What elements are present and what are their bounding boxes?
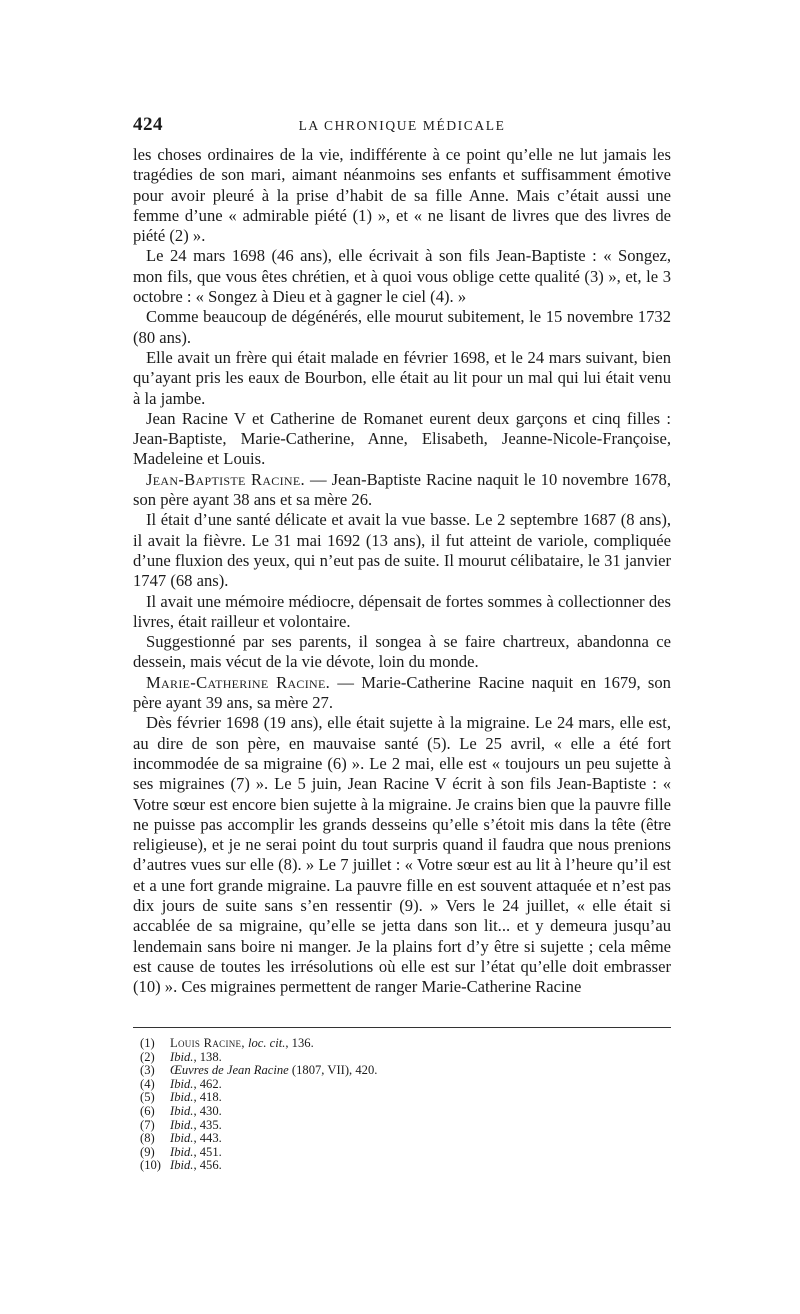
footnote-number: (9) — [140, 1144, 155, 1159]
footnote-title: loc. cit. — [247, 1036, 286, 1050]
footnote-rest: , 443. — [193, 1131, 222, 1146]
footnote-title: Ibid. — [170, 1103, 194, 1118]
footnote — [140, 1064, 640, 1078]
footnote — [140, 1119, 640, 1133]
footnote-title: Ibid. — [170, 1090, 194, 1105]
footnote-rest: , 138. — [193, 1049, 222, 1064]
footnote — [140, 1091, 640, 1105]
footnote-rest: , 418. — [193, 1090, 222, 1105]
footnote-number: (1) — [140, 1036, 155, 1050]
footnote — [140, 1159, 640, 1173]
footnote-number: (4) — [140, 1076, 155, 1091]
paragraph: Suggestionné par ses parents, il songea à se faire chartreux, abandonna ce dessein, mais vécut de la vie dévote, loin du monde. — [133, 632, 671, 672]
section-heading-marie-catherine: Marie-Catherine Racine. — [146, 672, 331, 692]
page-header — [133, 114, 671, 138]
paragraph: Jean Racine V et Catherine de Romanet eurent deux garçons et cinq filles : Jean-Baptiste, Marie-Catherine, Anne, Elisabeth, Jeanne-Nicole-Françoise, Madeleine et Louis. — [133, 408, 671, 469]
section-text: — Jean-Baptiste Racine naquit le 10 novembre 1678, son père ayant 38 ans et sa mère 26. — [133, 469, 671, 510]
footnote-rest: (1807, VII), 420. — [288, 1063, 378, 1078]
paragraph: Le 24 mars 1698 (46 ans), elle écrivait à son fils Jean-Baptiste : « Songez, mon fils, que vous êtes chrétien, et à quoi vous oblige cette qualité (3) », et, le 3 octobre : « Songez à Dieu et à gagner le ciel (4). » — [133, 246, 671, 307]
section-paragraph-jean-baptiste — [133, 470, 671, 511]
footnote-title: Ibid. — [170, 1158, 194, 1173]
section-paragraph-marie-catherine — [133, 673, 671, 714]
footnote-number: (5) — [140, 1090, 155, 1105]
body-text — [133, 145, 671, 997]
footnote-author: Louis Racine, — [170, 1036, 245, 1050]
footnote-title: Ibid. — [170, 1117, 194, 1132]
page-number: 424 — [133, 114, 163, 135]
footnote-rest: , 451. — [193, 1144, 222, 1159]
footnote-rest: , 462. — [193, 1076, 222, 1091]
running-title: LA CHRONIQUE MÉDICALE — [298, 118, 506, 133]
footnote-title: Ibid. — [170, 1076, 194, 1091]
footnote-number: (8) — [140, 1131, 155, 1146]
footnote-title: Œuvres de Jean Racine — [170, 1063, 289, 1078]
paragraph: les choses ordinaires de la vie, indifférente à ce point qu’elle ne lut jamais les tragédies de son mari, aimant néanmoins ses enfants et suffisamment émotive pour avoir pleuré à la prise d’habit de sa fille Anne. Mais c’était aussi une femme d’une « admirable piété (1) », et « ne lisant de livres que des livres de piété (2) ». — [133, 145, 671, 246]
footnotes — [140, 1037, 640, 1173]
section-heading-jean-baptiste: Jean-Baptiste Racine. — [146, 469, 305, 489]
footnote-divider — [133, 1027, 671, 1028]
footnote-rest: , 136. — [285, 1036, 314, 1050]
footnote-title: Ibid. — [170, 1049, 194, 1064]
footnote — [140, 1105, 640, 1119]
footnote-rest: , 435. — [193, 1117, 222, 1132]
footnote-number: (10) — [140, 1158, 161, 1173]
section-text: — Marie-Catherine Racine naquit en 1679, son père ayant 39 ans, sa mère 27. — [133, 672, 671, 713]
footnote-title: Ibid. — [170, 1131, 194, 1146]
footnote-number: (2) — [140, 1049, 155, 1064]
footnote — [140, 1078, 640, 1092]
paragraph: Il était d’une santé délicate et avait la vue basse. Le 2 septembre 1687 (8 ans), il avait la fièvre. Le 31 mai 1692 (13 ans), il fut atteint de variole, compliquée d’une fluxion des yeux, qui n’eut pas de suite. Il mourut célibataire, le 31 janvier 1747 (68 ans). — [133, 510, 671, 591]
footnote-number: (7) — [140, 1117, 155, 1132]
paragraph: Elle avait un frère qui était malade en février 1698, et le 24 mars suivant, bien qu’ayant pris les eaux de Bourbon, elle était au lit pour un mal qui lui était venu à la jambe. — [133, 347, 671, 408]
paragraph: Dès février 1698 (19 ans), elle était sujette à la migraine. Le 24 mars, elle est, au dire de son père, en mauvaise santé (5). Le 25 avril, « elle a été fort incommodée de sa migraine (6) ». Le 2 mai, elle est « toujours un peu sujette à ses migraines (7) ». Le 5 juin, Jean Racine V écrit à son fils Jean-Baptiste : « Votre sœur est encore bien sujette à la migraine. Je crains bien que la pauvre fille ne puisse pas accomplir les grands desseins qu’elle s’étoit mis dans la tête (être religieuse), et je ne serai point du tout surpris quand il faudra que nous prenions d’autres vues sur elle (8). » Le 7 juillet : « Votre sœur est au lit à l’heure qu’il est et a une fort grande migraine. La pauvre fille en est souvent attaquée et n’est pas dix jours de suite sans s’en ressentir (9). » Vers le 24 juillet, « elle était si accablée de sa migraine, qu’elle se jetta dans son lit... et y demeura jusqu’au lendemain sans boire ni manger. Je la plains fort d’y être si sujette ; cela même est cause de toutes les irrésolutions où elle est sur l’état qu’elle doit embrasser (10) ». Ces migraines permettent de ranger Marie-Catherine Racine — [133, 713, 671, 997]
paragraph: Comme beaucoup de dégénérés, elle mourut subitement, le 15 novembre 1732 (80 ans). — [133, 307, 671, 347]
paragraph: Il avait une mémoire médiocre, dépensait de fortes sommes à collectionner des livres, était railleur et volontaire. — [133, 591, 671, 631]
footnote-number: (6) — [140, 1103, 155, 1118]
footnote — [140, 1051, 640, 1065]
footnote-number: (3) — [140, 1063, 155, 1078]
footnote — [140, 1146, 640, 1160]
footnote — [140, 1037, 640, 1051]
footnote-rest: , 456. — [193, 1158, 222, 1173]
footnote — [140, 1132, 640, 1146]
footnote-title: Ibid. — [170, 1144, 194, 1159]
footnote-rest: , 430. — [193, 1103, 222, 1118]
